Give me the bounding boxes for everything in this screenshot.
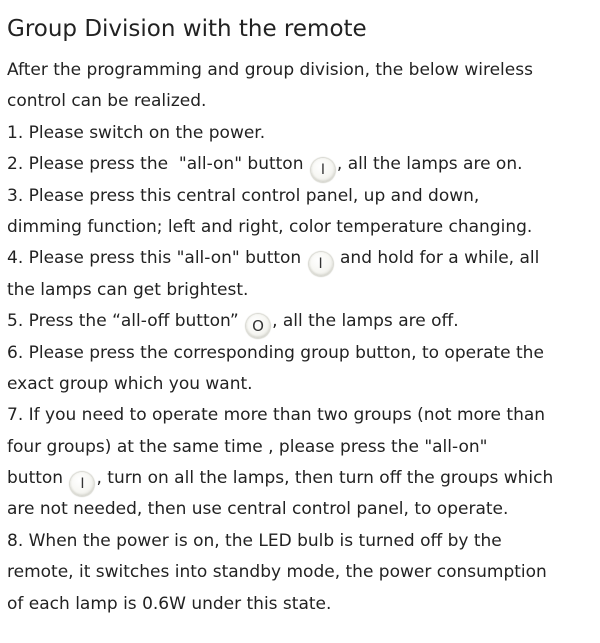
text-line: After the programming and group division, the below wireless xyxy=(7,60,533,80)
text-line: 6. Please press the corresponding group button, to operate the xyxy=(7,342,544,363)
text-line: are not needed, then use central control panel, to operate. xyxy=(7,499,509,520)
all-on-button-icon: I xyxy=(70,472,94,496)
text-line xyxy=(7,149,597,180)
text-segment: 5. Press the “all-off button” xyxy=(7,311,245,332)
all-on-button-icon: I xyxy=(309,252,333,276)
text-segment: 2. Please press the "all-on" button xyxy=(7,154,309,175)
text-line: dimming function; left and right, color temperature changing. xyxy=(7,216,533,237)
page-title: Group Division with the remote xyxy=(7,16,367,42)
text-line xyxy=(7,463,597,494)
text-line: 1. Please switch on the power. xyxy=(7,122,266,143)
text-line: 3. Please press this central control panel, up and down, xyxy=(7,185,480,206)
all-off-button-icon: O xyxy=(246,314,270,338)
text-segment: , turn on all the lamps, then turn off the groups which xyxy=(96,468,554,489)
text-line xyxy=(7,243,597,274)
text-segment: and hold for a while, all xyxy=(334,248,540,269)
text-line: control can be realized. xyxy=(7,91,207,112)
all-on-button-icon: I xyxy=(311,158,335,182)
text-segment: , all the lamps are on. xyxy=(336,154,523,175)
text-segment: button xyxy=(7,468,69,489)
text-line: 7. If you need to operate more than two groups (not more than xyxy=(7,405,546,426)
text-line xyxy=(7,306,597,337)
text-line: exact group which you want. xyxy=(7,373,253,394)
text-line: four groups) at the same time , please press the "all-on" xyxy=(7,436,488,457)
text-line: 8. When the power is on, the LED bulb is turned off by the xyxy=(7,530,502,551)
text-line: of each lamp is 0.6W under this state. xyxy=(7,593,332,614)
text-line: remote, it switches into standby mode, the power consumption xyxy=(7,562,547,583)
instructions xyxy=(7,55,597,620)
text-line: the lamps can get brightest. xyxy=(7,279,249,300)
text-segment: , all the lamps are off. xyxy=(272,311,459,332)
text-segment: 4. Please press this "all-on" button xyxy=(7,248,307,269)
